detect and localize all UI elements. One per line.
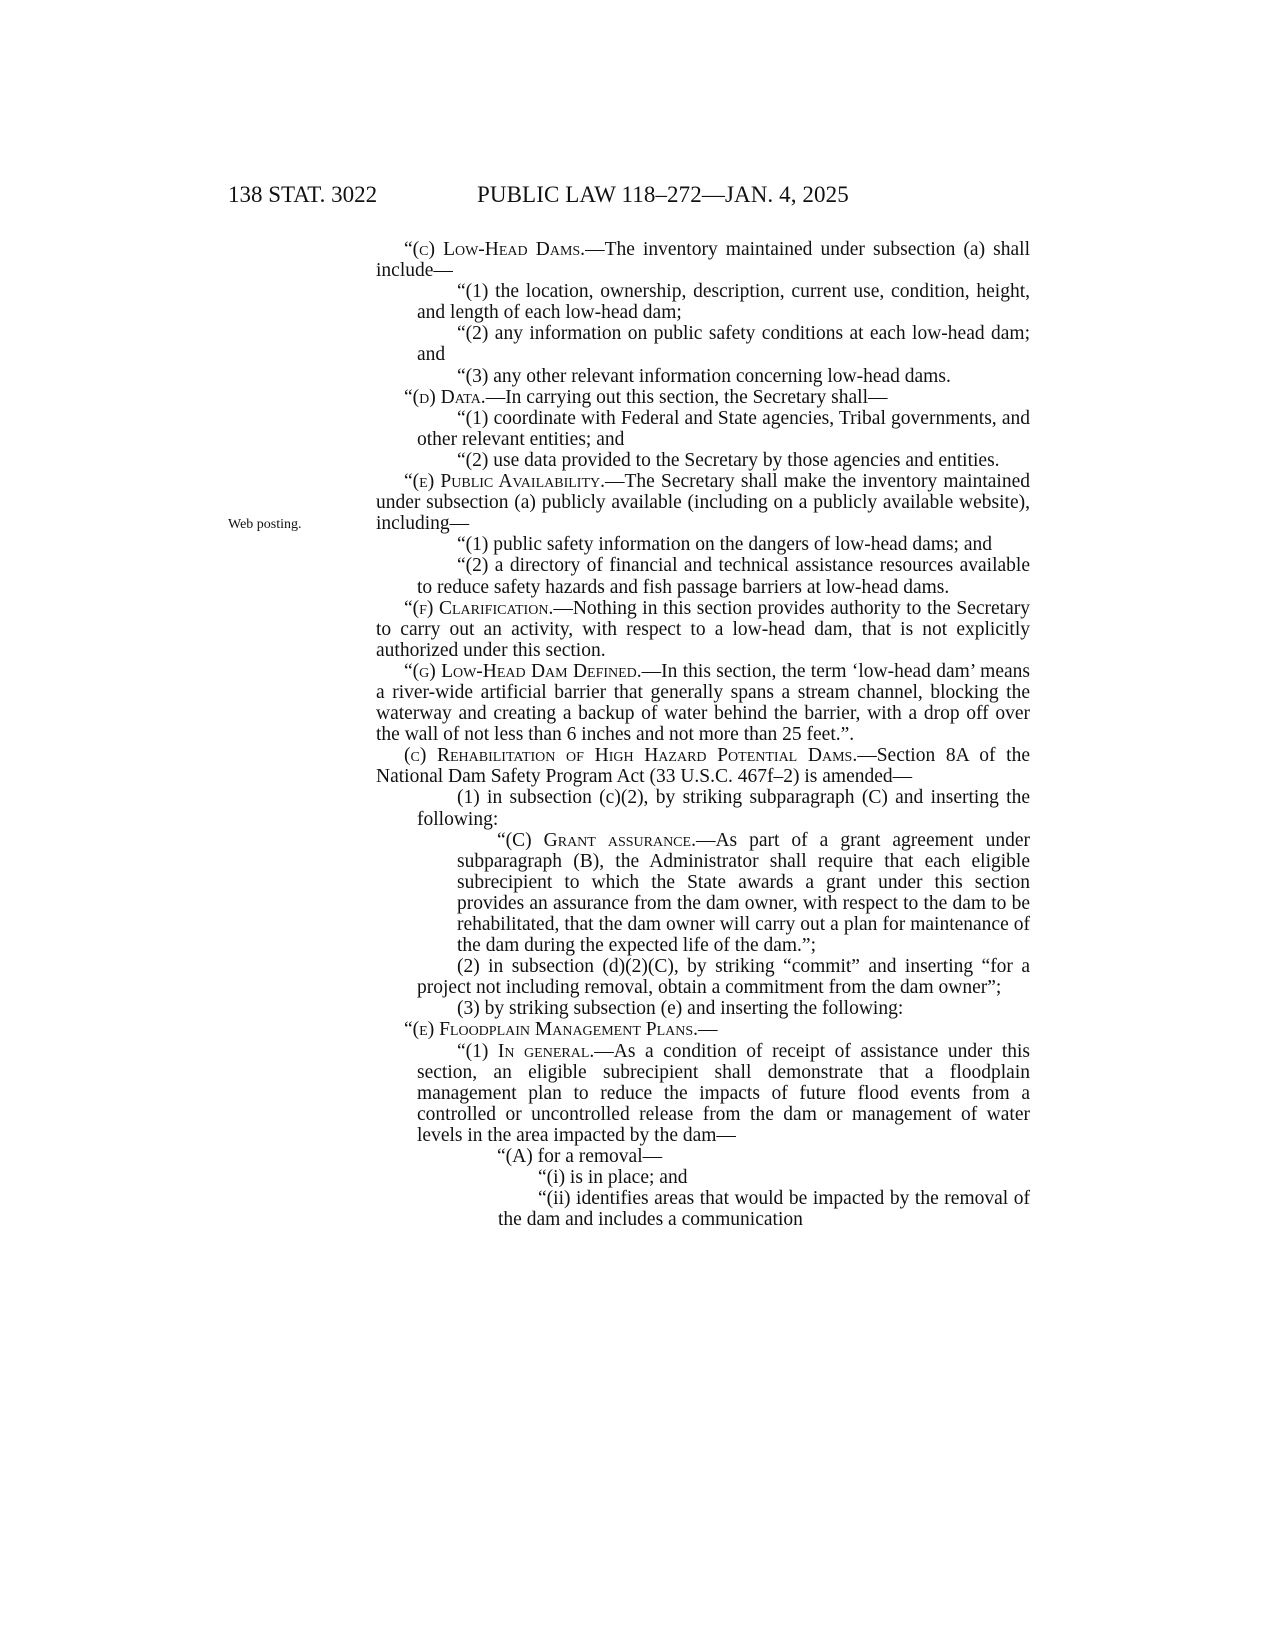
subparagraph-text: —As part of a grant agreement under subparagraph (B), the Administrator shall require that each eligible subrecipient to which the State awards a grant under this section provides an assurance from the dam owner, with respect to the dam to be rehabilitated, that the dam owner will carry out a plan for maintenance of the dam during the expected life of the dam.”; xyxy=(457,829,1030,957)
statute-page-reference: 138 STAT. 3022 xyxy=(228,182,378,207)
subsection-d-data xyxy=(376,387,1030,408)
clause-ii: “(ii) identifies areas that would be impacted by the removal of the dam and includes a communication xyxy=(498,1188,1030,1231)
paragraph-c-2: “(2) any information on public safety conditions at each low-head dam; and xyxy=(417,323,1030,366)
subsection-text: —In carrying out this section, the Secretary shall— xyxy=(485,386,888,408)
paragraph-d-1: “(1) coordinate with Federal and State agencies, Tribal governments, and other relevant entities; and xyxy=(417,407,1030,450)
subsection-caption: “(f) Clarification. xyxy=(404,597,554,619)
subsection-text: —The Secretary shall make the inventory maintained under subsection (a) publicly available (including on a publicly available website), including— xyxy=(376,471,1030,535)
subparagraph-c-grant-assurance xyxy=(457,830,1030,957)
subsection-caption: “(g) Low-Head Dam Defined. xyxy=(404,660,642,682)
amendment-3: (3) by striking subsection (e) and inserting the following: xyxy=(457,998,904,1020)
amendment-2: (2) in subsection (d)(2)(C), by striking “commit” and inserting “for a project not including removal, obtain a commitment from the dam owner”; xyxy=(417,956,1030,999)
subsection-caption: “(e) Public Availability. xyxy=(404,471,605,493)
subsection-f-clarification xyxy=(376,598,1030,661)
subsection-g-definition xyxy=(376,661,1030,745)
subsection-text: —In this section, the term ‘low-head dam’ means a river-wide artificial barrier that generally spans a stream channel, blocking the waterway and creating a backup of water behind the barrier, with a drop off over the wall of not less than 6 inches and not more than 25 feet.”. xyxy=(376,660,1030,746)
public-law-title: PUBLIC LAW 118–272—JAN. 4, 2025 xyxy=(477,182,849,207)
subsection-e-floodplain-plans xyxy=(376,1019,1030,1040)
subparagraph-a-removal: “(A) for a removal— xyxy=(497,1146,663,1168)
amendment-1: (1) in subsection (c)(2), by striking subparagraph (C) and inserting the following: xyxy=(417,787,1030,830)
subsection-c-rehabilitation xyxy=(376,745,1030,787)
margin-note: Web posting. xyxy=(228,517,302,532)
subsection-caption: “(c) Low-Head Dams. xyxy=(404,239,586,260)
paragraph-c-1: “(1) the location, ownership, description, current use, condition, height, and length of each low-head dam; xyxy=(417,281,1030,324)
subsection-text: —Section 8A of the National Dam Safety Program Act (33 U.S.C. 467f–2) is amended— xyxy=(376,745,1030,788)
clause-i: “(i) is in place; and xyxy=(538,1167,688,1189)
paragraph-c-3: “(3) any other relevant information concerning low-head dams. xyxy=(457,365,951,387)
subsection-text: — xyxy=(698,1019,718,1041)
paragraph-caption: “(1) In general. xyxy=(457,1040,595,1062)
subsection-caption: “(e) Floodplain Management Plans. xyxy=(404,1019,699,1041)
body-text xyxy=(376,239,1030,1230)
subsection-e-public-availability xyxy=(376,471,1030,534)
subsection-text: —The inventory maintained under subsection (a) shall include— xyxy=(376,239,1030,282)
paragraph-floodplain-1 xyxy=(417,1041,1030,1146)
paragraph-e-1: “(1) public safety information on the dangers of low-head dams; and xyxy=(457,534,993,556)
subsection-caption: (c) Rehabilitation of High Hazard Potential Dams. xyxy=(404,745,858,767)
paragraph-e-2: “(2) a directory of financial and technical assistance resources available to reduce safety hazards and fish passage barriers at low-head dams. xyxy=(417,555,1030,598)
subsection-caption: “(d) Data. xyxy=(404,386,486,408)
subsection-c-low-head-dams xyxy=(376,239,1030,281)
subsection-text: —Nothing in this section provides authority to the Secretary to carry out an activity, with respect to a low-head dam, that is not explicitly authorized under this section. xyxy=(376,597,1030,661)
paragraph-d-2: “(2) use data provided to the Secretary by those agencies and entities. xyxy=(457,449,1000,471)
subparagraph-caption: “(C) Grant assurance. xyxy=(497,829,696,851)
paragraph-text: —As a condition of receipt of assistance under this section, an eligible subrecipient shall demonstrate that a floodplain management plan to reduce the impacts of future flood events from a controlled or uncontrolled release from the dam or management of water levels in the area impacted by the dam— xyxy=(417,1040,1030,1146)
page-header xyxy=(228,182,1028,212)
